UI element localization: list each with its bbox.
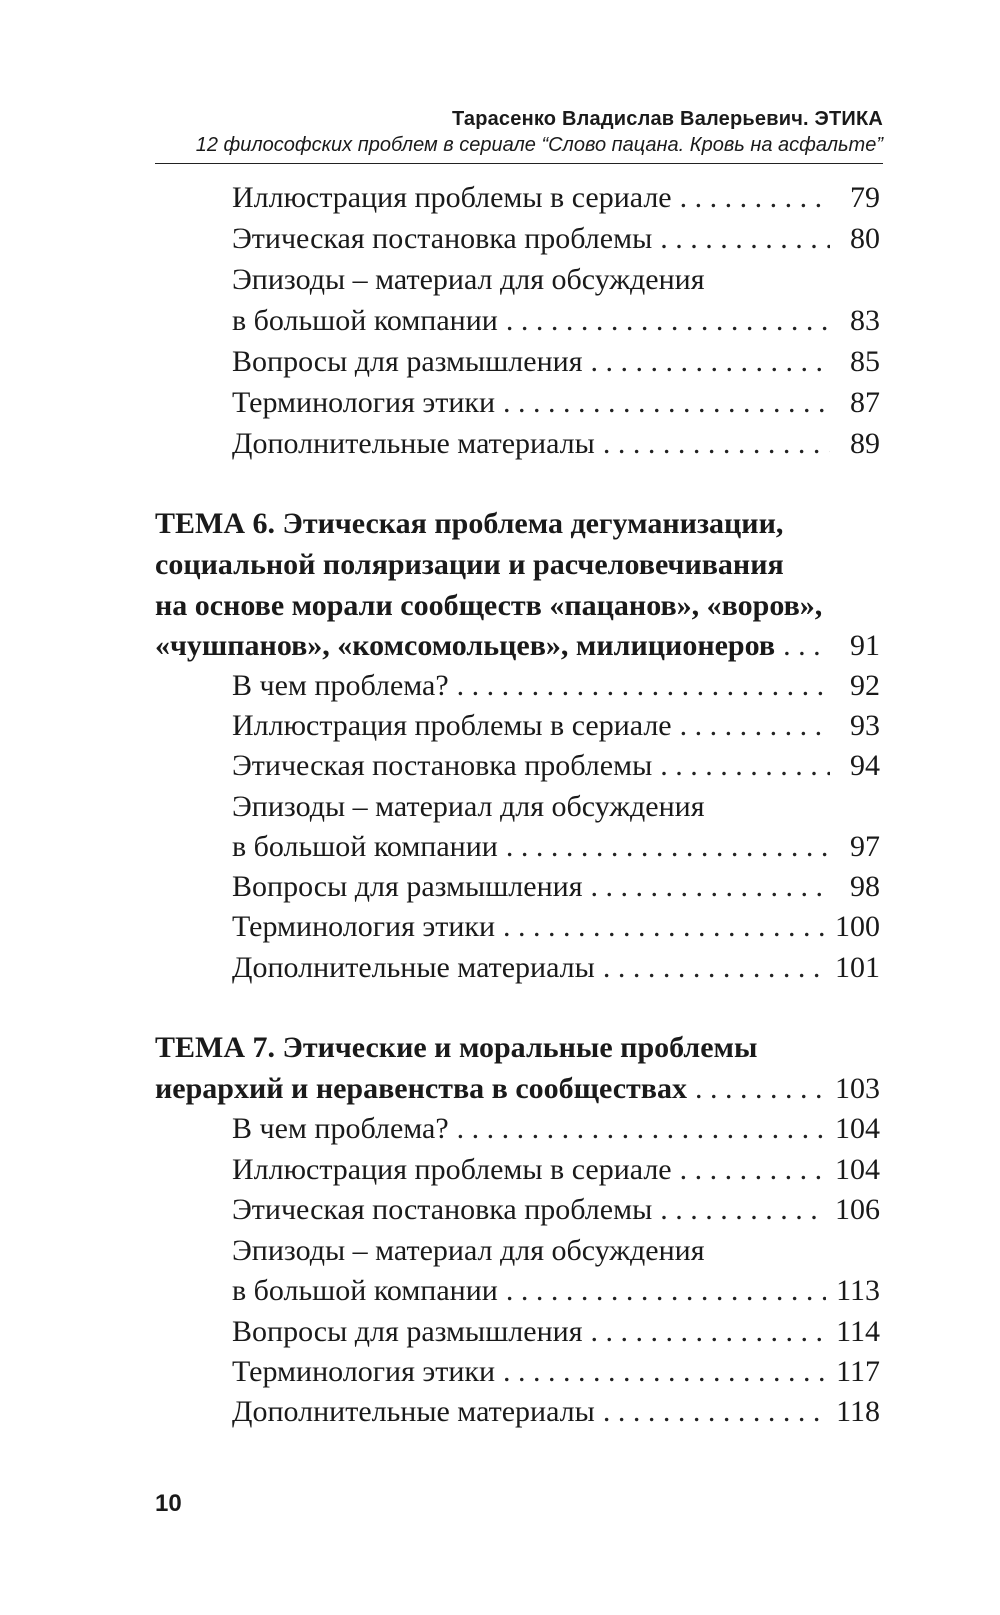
topic-6-title-line[interactable] [0, 625, 880, 667]
toc-entry-label: Иллюстрация проблемы в сериале [232, 181, 672, 214]
topic-6-page: 91 [850, 629, 880, 662]
dot-leader [660, 745, 830, 787]
toc-entry-label: Эпизоды – материал для обсуждения [232, 790, 705, 823]
toc-entry-label: Вопросы для размышления [232, 1315, 583, 1348]
toc-entry-label: в большой компании [232, 304, 498, 337]
dot-leader [591, 866, 831, 908]
toc-entry[interactable] [0, 382, 880, 424]
toc-entry[interactable] [0, 705, 880, 747]
toc-entry-label: В чем проблема? [232, 669, 449, 702]
dot-leader [695, 1068, 825, 1110]
dot-leader [506, 1270, 826, 1312]
toc-entry-page: 100 [835, 910, 880, 943]
toc-entry-page: 87 [850, 386, 880, 419]
dot-leader [660, 1189, 825, 1231]
toc-entry[interactable] [0, 947, 880, 989]
toc-entry-page: 80 [850, 222, 880, 255]
dot-leader [591, 341, 831, 383]
topic-title-text: ТЕМА 7. Этические и моральные проблемы [155, 1031, 758, 1064]
toc-entry-label: Этическая постановка проблемы [232, 749, 653, 782]
toc-entry-label: в большой компании [232, 1274, 498, 1307]
toc-entry-page: 114 [836, 1315, 880, 1348]
toc-entry-label: Этическая постановка проблемы [232, 222, 653, 255]
toc-entry[interactable] [0, 1270, 880, 1312]
toc-entry-label: Дополнительные материалы [232, 1395, 595, 1428]
toc-entry-label: Иллюстрация проблемы в сериале [232, 709, 672, 742]
toc-entry-page: 104 [835, 1153, 880, 1186]
topic-7-title-line[interactable] [0, 1027, 880, 1069]
toc-entry[interactable] [0, 300, 880, 342]
toc-entry-label: Терминология этики [232, 1355, 496, 1388]
toc-entry-page: 79 [850, 181, 880, 214]
toc-entry-page: 118 [836, 1395, 880, 1428]
topic-6-title-line[interactable] [0, 585, 880, 627]
toc-entry[interactable] [0, 341, 880, 383]
topic-6-title-line[interactable] [0, 544, 880, 586]
dot-leader [680, 705, 830, 747]
topic-7-page: 103 [835, 1072, 880, 1105]
toc-entry-label: Иллюстрация проблемы в сериале [232, 1153, 672, 1186]
dot-leader [660, 218, 830, 260]
dot-leader [591, 1311, 827, 1353]
dot-leader [503, 1351, 826, 1393]
toc-entry-label: Дополнительные материалы [232, 951, 595, 984]
topic-7-title-line[interactable] [0, 1068, 880, 1110]
toc-entry-label: Эпизоды – материал для обсуждения [232, 1234, 705, 1267]
toc-entry[interactable] [0, 1351, 880, 1393]
toc-entry[interactable] [0, 1108, 880, 1150]
dot-leader [506, 826, 830, 868]
header-subtitle: 12 философских проблем в сериале “Слово пацана. Кровь на асфальте” [195, 134, 883, 156]
toc-entry-label: Терминология этики [232, 910, 496, 943]
toc-entry[interactable] [0, 1189, 880, 1231]
header-divider [155, 163, 883, 164]
dot-leader [503, 906, 825, 948]
toc-entry-label: Этическая постановка проблемы [232, 1193, 653, 1226]
running-header [155, 106, 883, 158]
toc-entry[interactable] [0, 906, 880, 948]
toc-entry-first-line[interactable] [0, 259, 880, 301]
toc-entry[interactable] [0, 745, 880, 787]
header-author-title: Тарасенко Владислав Валерьевич. ЭТИКА [451, 108, 883, 130]
toc-entry[interactable] [0, 665, 880, 707]
topic-title-text: иерархий и неравенства в сообществах [155, 1072, 687, 1105]
dot-leader [680, 177, 830, 219]
toc-entry-first-line[interactable] [0, 786, 880, 828]
dot-leader [783, 625, 830, 667]
topic-title-text: «чушпанов», «комсомольцев», милиционеров [155, 629, 776, 662]
toc-entry-label: Дополнительные материалы [232, 427, 595, 460]
toc-entry-page: 92 [850, 669, 880, 702]
toc-entry-page: 93 [850, 709, 880, 742]
topic-title-text: социальной поляризации и расчеловечивания [155, 548, 784, 581]
dot-leader [603, 947, 825, 989]
toc-entry-label: Вопросы для размышления [232, 345, 583, 378]
toc-entry-page: 89 [850, 427, 880, 460]
toc-entry[interactable] [0, 177, 880, 219]
toc-entry-label: Эпизоды – материал для обсуждения [232, 263, 705, 296]
toc-entry-label: Терминология этики [232, 386, 496, 419]
toc-entry[interactable] [0, 1149, 880, 1191]
toc-entry-label: Вопросы для размышления [232, 870, 583, 903]
dot-leader [680, 1149, 825, 1191]
dot-leader [503, 382, 830, 424]
page-number: 10 [155, 1490, 182, 1517]
topic-title-text: на основе морали сообществ «пацанов», «воров», [155, 589, 823, 622]
toc-entry-page: 83 [850, 304, 880, 337]
toc-entry[interactable] [0, 1391, 880, 1433]
toc-entry[interactable] [0, 826, 880, 868]
toc-entry[interactable] [0, 423, 880, 465]
dot-leader [457, 665, 830, 707]
toc-entry-page: 101 [835, 951, 880, 984]
toc-entry[interactable] [0, 866, 880, 908]
toc-entry-page: 94 [850, 749, 880, 782]
topic-title-text: ТЕМА 6. Этическая проблема дегуманизации, [155, 507, 784, 540]
toc-entry-label: В чем проблема? [232, 1112, 449, 1145]
dot-leader [603, 1391, 826, 1433]
toc-entry-page: 106 [835, 1193, 880, 1226]
toc-entry[interactable] [0, 218, 880, 260]
toc-entry-page: 117 [836, 1355, 880, 1388]
dot-leader [603, 423, 830, 465]
toc-entry-page: 97 [850, 830, 880, 863]
toc-entry-page: 98 [850, 870, 880, 903]
dot-leader [506, 300, 830, 342]
toc-entry-page: 85 [850, 345, 880, 378]
toc-entry[interactable] [0, 1311, 880, 1353]
toc-entry-label: в большой компании [232, 830, 498, 863]
dot-leader [457, 1108, 825, 1150]
topic-6-title-line[interactable] [0, 503, 880, 545]
toc-entry-first-line[interactable] [0, 1230, 880, 1272]
toc-entry-page: 113 [836, 1274, 880, 1307]
toc-entry-page: 104 [835, 1112, 880, 1145]
